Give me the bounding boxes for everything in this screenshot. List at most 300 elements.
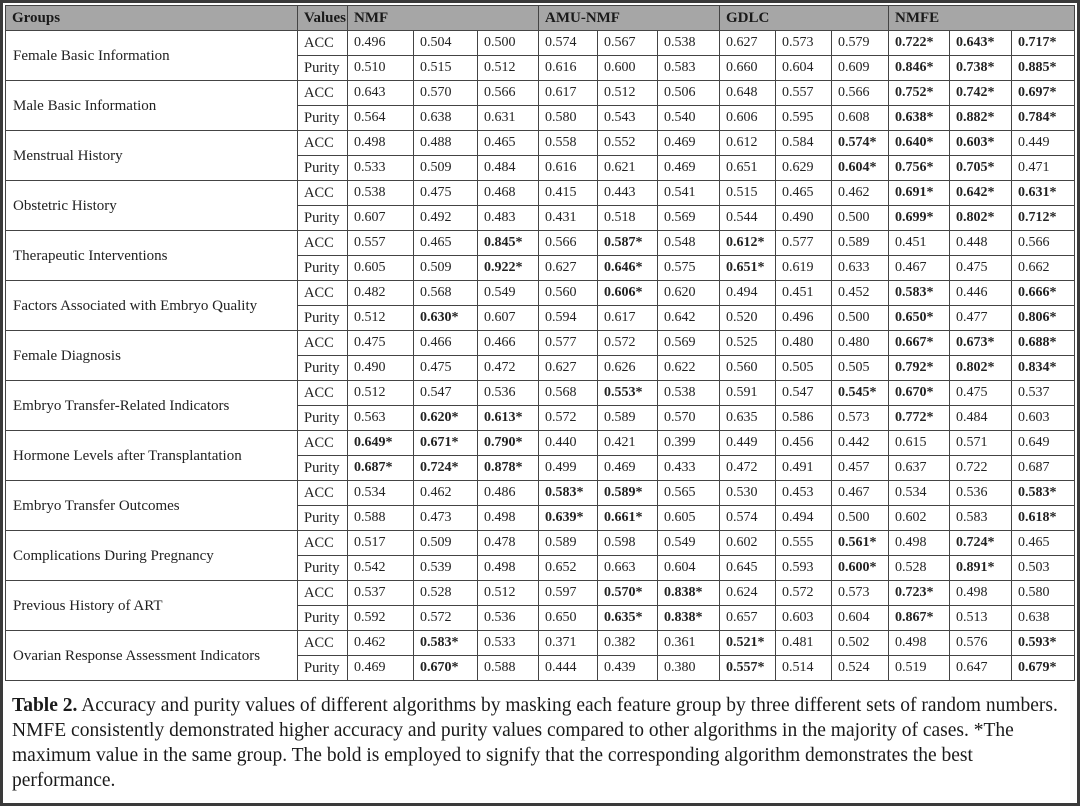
value-cell: 0.738* [950, 56, 1012, 81]
metric-label: Purity [298, 56, 348, 81]
value-cell: 0.638 [1012, 606, 1075, 631]
table-row [6, 631, 1075, 656]
value-cell: 0.600* [832, 556, 889, 581]
value-cell: 0.640* [889, 131, 950, 156]
value-cell: 0.626 [598, 356, 658, 381]
group-name: Menstrual History [6, 131, 298, 181]
value-cell: 0.635* [598, 606, 658, 631]
value-cell: 0.687* [348, 456, 414, 481]
value-cell: 0.457 [832, 456, 889, 481]
value-cell: 0.622 [658, 356, 720, 381]
metric-label: Purity [298, 206, 348, 231]
value-cell: 0.595 [776, 106, 832, 131]
value-cell: 0.421 [598, 431, 658, 456]
value-cell: 0.465 [776, 181, 832, 206]
value-cell: 0.468 [478, 181, 539, 206]
value-cell: 0.498 [950, 581, 1012, 606]
value-cell: 0.569 [658, 331, 720, 356]
group-name: Male Basic Information [6, 81, 298, 131]
value-cell: 0.575 [658, 256, 720, 281]
value-cell: 0.462 [414, 481, 478, 506]
value-cell: 0.589 [832, 231, 889, 256]
value-cell: 0.448 [950, 231, 1012, 256]
value-cell: 0.607 [348, 206, 414, 231]
value-cell: 0.802* [950, 356, 1012, 381]
metric-label: ACC [298, 381, 348, 406]
value-cell: 0.617 [539, 81, 598, 106]
value-cell: 0.496 [776, 306, 832, 331]
value-cell: 0.498 [889, 531, 950, 556]
value-cell: 0.589 [598, 406, 658, 431]
value-cell: 0.533 [348, 156, 414, 181]
value-cell: 0.772* [889, 406, 950, 431]
value-cell: 0.722 [950, 456, 1012, 481]
value-cell: 0.536 [950, 481, 1012, 506]
value-cell: 0.545* [832, 381, 889, 406]
value-cell: 0.633 [832, 256, 889, 281]
value-cell: 0.466 [414, 331, 478, 356]
value-cell: 0.449 [1012, 131, 1075, 156]
value-cell: 0.480 [776, 331, 832, 356]
metric-label: ACC [298, 31, 348, 56]
value-cell: 0.867* [889, 606, 950, 631]
value-cell: 0.570 [658, 406, 720, 431]
header-nmfe: NMFE [889, 6, 1075, 31]
value-cell: 0.565 [658, 481, 720, 506]
value-cell: 0.462 [832, 181, 889, 206]
value-cell: 0.500 [832, 306, 889, 331]
value-cell: 0.564 [348, 106, 414, 131]
value-cell: 0.469 [348, 656, 414, 681]
value-cell: 0.512 [478, 56, 539, 81]
value-cell: 0.560 [720, 356, 776, 381]
value-cell: 0.449 [720, 431, 776, 456]
value-cell: 0.512 [348, 306, 414, 331]
value-cell: 0.572 [598, 331, 658, 356]
value-cell: 0.617 [598, 306, 658, 331]
table-row [6, 381, 1075, 406]
value-cell: 0.566 [832, 81, 889, 106]
value-cell: 0.806* [1012, 306, 1075, 331]
metric-label: ACC [298, 631, 348, 656]
table-row [6, 531, 1075, 556]
value-cell: 0.649* [348, 431, 414, 456]
value-cell: 0.616 [539, 56, 598, 81]
value-cell: 0.503 [1012, 556, 1075, 581]
value-cell: 0.602 [889, 506, 950, 531]
value-cell: 0.588 [478, 656, 539, 681]
value-cell: 0.612* [720, 231, 776, 256]
header-groups: Groups [6, 6, 298, 31]
value-cell: 0.580 [539, 106, 598, 131]
value-cell: 0.509 [414, 156, 478, 181]
value-cell: 0.444 [539, 656, 598, 681]
value-cell: 0.483 [478, 206, 539, 231]
value-cell: 0.451 [776, 281, 832, 306]
value-cell: 0.498 [889, 631, 950, 656]
value-cell: 0.579 [832, 31, 889, 56]
value-cell: 0.642 [658, 306, 720, 331]
value-cell: 0.539 [414, 556, 478, 581]
value-cell: 0.648 [720, 81, 776, 106]
value-cell: 0.433 [658, 456, 720, 481]
value-cell: 0.604* [832, 156, 889, 181]
value-cell: 0.802* [950, 206, 1012, 231]
metric-label: Purity [298, 256, 348, 281]
metric-label: ACC [298, 581, 348, 606]
value-cell: 0.605 [658, 506, 720, 531]
value-cell: 0.415 [539, 181, 598, 206]
value-cell: 0.512 [348, 381, 414, 406]
value-cell: 0.465 [1012, 531, 1075, 556]
value-cell: 0.475 [414, 181, 478, 206]
group-name: Female Diagnosis [6, 331, 298, 381]
header-row [6, 6, 1075, 31]
value-cell: 0.488 [414, 131, 478, 156]
value-cell: 0.477 [950, 306, 1012, 331]
value-cell: 0.603 [1012, 406, 1075, 431]
value-cell: 0.573 [832, 581, 889, 606]
value-cell: 0.505 [776, 356, 832, 381]
value-cell: 0.469 [658, 156, 720, 181]
table-row [6, 581, 1075, 606]
value-cell: 0.481 [776, 631, 832, 656]
group-name: Hormone Levels after Transplantation [6, 431, 298, 481]
value-cell: 0.509 [414, 256, 478, 281]
value-cell: 0.607 [478, 306, 539, 331]
value-cell: 0.494 [776, 506, 832, 531]
value-cell: 0.612 [720, 131, 776, 156]
metric-label: Purity [298, 156, 348, 181]
value-cell: 0.688* [1012, 331, 1075, 356]
value-cell: 0.537 [1012, 381, 1075, 406]
value-cell: 0.492 [414, 206, 478, 231]
value-cell: 0.471 [1012, 156, 1075, 181]
value-cell: 0.555 [776, 531, 832, 556]
value-cell: 0.561* [832, 531, 889, 556]
value-cell: 0.583* [1012, 481, 1075, 506]
value-cell: 0.557 [776, 81, 832, 106]
value-cell: 0.671* [414, 431, 478, 456]
metric-label: ACC [298, 231, 348, 256]
table-row [6, 31, 1075, 56]
value-cell: 0.619 [776, 256, 832, 281]
value-cell: 0.451 [889, 231, 950, 256]
value-cell: 0.597 [539, 581, 598, 606]
value-cell: 0.922* [478, 256, 539, 281]
value-cell: 0.673* [950, 331, 1012, 356]
value-cell: 0.699* [889, 206, 950, 231]
value-cell: 0.752* [889, 81, 950, 106]
value-cell: 0.603 [776, 606, 832, 631]
value-cell: 0.538 [658, 31, 720, 56]
value-cell: 0.530 [720, 481, 776, 506]
value-cell: 0.443 [598, 181, 658, 206]
value-cell: 0.613* [478, 406, 539, 431]
value-cell: 0.500 [832, 206, 889, 231]
value-cell: 0.552 [598, 131, 658, 156]
group-name: Complications During Pregnancy [6, 531, 298, 581]
value-cell: 0.473 [414, 506, 478, 531]
value-cell: 0.638 [414, 106, 478, 131]
value-cell: 0.705* [950, 156, 1012, 181]
value-cell: 0.885* [1012, 56, 1075, 81]
metric-label: Purity [298, 606, 348, 631]
value-cell: 0.442 [832, 431, 889, 456]
value-cell: 0.566 [478, 81, 539, 106]
value-cell: 0.792* [889, 356, 950, 381]
metric-label: ACC [298, 531, 348, 556]
value-cell: 0.627 [539, 356, 598, 381]
value-cell: 0.651* [720, 256, 776, 281]
value-cell: 0.504 [414, 31, 478, 56]
value-cell: 0.518 [598, 206, 658, 231]
value-cell: 0.547 [776, 381, 832, 406]
value-cell: 0.637 [889, 456, 950, 481]
value-cell: 0.573 [776, 31, 832, 56]
value-cell: 0.891* [950, 556, 1012, 581]
value-cell: 0.756* [889, 156, 950, 181]
value-cell: 0.618* [1012, 506, 1075, 531]
value-cell: 0.563 [348, 406, 414, 431]
value-cell: 0.560 [539, 281, 598, 306]
value-cell: 0.566 [1012, 231, 1075, 256]
value-cell: 0.505 [832, 356, 889, 381]
value-cell: 0.572 [776, 581, 832, 606]
value-cell: 0.547 [414, 381, 478, 406]
value-cell: 0.537 [348, 581, 414, 606]
value-cell: 0.742* [950, 81, 1012, 106]
value-cell: 0.604 [776, 56, 832, 81]
value-cell: 0.469 [658, 131, 720, 156]
group-name: Previous History of ART [6, 581, 298, 631]
value-cell: 0.604 [658, 556, 720, 581]
value-cell: 0.635 [720, 406, 776, 431]
metric-label: ACC [298, 431, 348, 456]
value-cell: 0.453 [776, 481, 832, 506]
value-cell: 0.465 [414, 231, 478, 256]
value-cell: 0.480 [832, 331, 889, 356]
value-cell: 0.512 [478, 581, 539, 606]
table-body [6, 31, 1075, 681]
value-cell: 0.494 [720, 281, 776, 306]
value-cell: 0.639* [539, 506, 598, 531]
value-cell: 0.627 [720, 31, 776, 56]
value-cell: 0.515 [414, 56, 478, 81]
table-row [6, 81, 1075, 106]
caption-text: Accuracy and purity values of different algorithms by masking each feature group by three different sets of random numbers. NMFE consistently demonstrated higher accuracy and purity values compared to other algorithms in the majority of cases. *The maximum value in the same group. The bold is employed to signify that the corresponding algorithm demonstrates the best performance. [12, 695, 1058, 791]
value-cell: 0.583* [539, 481, 598, 506]
value-cell: 0.472 [478, 356, 539, 381]
value-cell: 0.592 [348, 606, 414, 631]
value-cell: 0.475 [348, 331, 414, 356]
value-cell: 0.878* [478, 456, 539, 481]
value-cell: 0.846* [889, 56, 950, 81]
metric-label: Purity [298, 306, 348, 331]
value-cell: 0.589* [598, 481, 658, 506]
table-row [6, 131, 1075, 156]
metric-label: Purity [298, 656, 348, 681]
value-cell: 0.604 [832, 606, 889, 631]
value-cell: 0.478 [478, 531, 539, 556]
value-cell: 0.712* [1012, 206, 1075, 231]
value-cell: 0.500 [478, 31, 539, 56]
value-cell: 0.845* [478, 231, 539, 256]
value-cell: 0.670* [889, 381, 950, 406]
value-cell: 0.666* [1012, 281, 1075, 306]
metric-label: Purity [298, 556, 348, 581]
value-cell: 0.583 [950, 506, 1012, 531]
value-cell: 0.467 [889, 256, 950, 281]
value-cell: 0.609 [832, 56, 889, 81]
value-cell: 0.538 [658, 381, 720, 406]
value-cell: 0.467 [832, 481, 889, 506]
value-cell: 0.382 [598, 631, 658, 656]
value-cell: 0.568 [539, 381, 598, 406]
group-name: Embryo Transfer-Related Indicators [6, 381, 298, 431]
metric-label: Purity [298, 406, 348, 431]
metric-label: Purity [298, 106, 348, 131]
value-cell: 0.605 [348, 256, 414, 281]
header-values: Values [298, 6, 348, 31]
value-cell: 0.543 [598, 106, 658, 131]
value-cell: 0.452 [832, 281, 889, 306]
value-cell: 0.509 [414, 531, 478, 556]
value-cell: 0.584 [776, 131, 832, 156]
value-cell: 0.557 [348, 231, 414, 256]
value-cell: 0.638* [889, 106, 950, 131]
value-cell: 0.649 [1012, 431, 1075, 456]
group-name: Ovarian Response Assessment Indicators [6, 631, 298, 681]
value-cell: 0.661* [598, 506, 658, 531]
value-cell: 0.621 [598, 156, 658, 181]
value-cell: 0.512 [598, 81, 658, 106]
value-cell: 0.594 [539, 306, 598, 331]
table-caption [12, 693, 1072, 793]
value-cell: 0.534 [348, 481, 414, 506]
value-cell: 0.574 [539, 31, 598, 56]
value-cell: 0.524 [832, 656, 889, 681]
table-row [6, 231, 1075, 256]
value-cell: 0.475 [414, 356, 478, 381]
value-cell: 0.519 [889, 656, 950, 681]
value-cell: 0.642* [950, 181, 1012, 206]
table-row [6, 481, 1075, 506]
value-cell: 0.646* [598, 256, 658, 281]
value-cell: 0.722* [889, 31, 950, 56]
value-cell: 0.465 [478, 131, 539, 156]
value-cell: 0.498 [478, 556, 539, 581]
value-cell: 0.627 [539, 256, 598, 281]
metric-label: ACC [298, 331, 348, 356]
value-cell: 0.439 [598, 656, 658, 681]
metric-label: ACC [298, 481, 348, 506]
value-cell: 0.583* [889, 281, 950, 306]
value-cell: 0.591 [720, 381, 776, 406]
value-cell: 0.667* [889, 331, 950, 356]
header-amu-nmf: AMU-NMF [539, 6, 720, 31]
value-cell: 0.536 [478, 381, 539, 406]
value-cell: 0.544 [720, 206, 776, 231]
metric-label: ACC [298, 81, 348, 106]
value-cell: 0.834* [1012, 356, 1075, 381]
value-cell: 0.663 [598, 556, 658, 581]
value-cell: 0.679* [1012, 656, 1075, 681]
group-name: Factors Associated with Embryo Quality [6, 281, 298, 331]
value-cell: 0.598 [598, 531, 658, 556]
value-cell: 0.502 [832, 631, 889, 656]
value-cell: 0.724* [950, 531, 1012, 556]
value-cell: 0.691* [889, 181, 950, 206]
value-cell: 0.574* [832, 131, 889, 156]
value-cell: 0.660 [720, 56, 776, 81]
value-cell: 0.513 [950, 606, 1012, 631]
metric-label: Purity [298, 456, 348, 481]
value-cell: 0.528 [889, 556, 950, 581]
value-cell: 0.540 [658, 106, 720, 131]
value-cell: 0.475 [950, 256, 1012, 281]
value-cell: 0.606 [720, 106, 776, 131]
value-cell: 0.593 [776, 556, 832, 581]
table-row [6, 281, 1075, 306]
value-cell: 0.593* [1012, 631, 1075, 656]
table-row [6, 431, 1075, 456]
value-cell: 0.380 [658, 656, 720, 681]
value-cell: 0.446 [950, 281, 1012, 306]
value-cell: 0.838* [658, 581, 720, 606]
value-cell: 0.491 [776, 456, 832, 481]
value-cell: 0.838* [658, 606, 720, 631]
value-cell: 0.533 [478, 631, 539, 656]
value-cell: 0.600 [598, 56, 658, 81]
results-table [5, 5, 1075, 681]
value-cell: 0.498 [478, 506, 539, 531]
group-name: Therapeutic Interventions [6, 231, 298, 281]
value-cell: 0.541 [658, 181, 720, 206]
value-cell: 0.630* [414, 306, 478, 331]
metric-label: Purity [298, 506, 348, 531]
value-cell: 0.570 [414, 81, 478, 106]
value-cell: 0.572 [414, 606, 478, 631]
value-cell: 0.569 [658, 206, 720, 231]
value-cell: 0.620* [414, 406, 478, 431]
value-cell: 0.525 [720, 331, 776, 356]
value-cell: 0.498 [348, 131, 414, 156]
value-cell: 0.549 [478, 281, 539, 306]
value-cell: 0.589 [539, 531, 598, 556]
value-cell: 0.587* [598, 231, 658, 256]
value-cell: 0.650* [889, 306, 950, 331]
value-cell: 0.431 [539, 206, 598, 231]
value-cell: 0.608 [832, 106, 889, 131]
value-cell: 0.490 [348, 356, 414, 381]
value-cell: 0.490 [776, 206, 832, 231]
value-cell: 0.484 [478, 156, 539, 181]
value-cell: 0.548 [658, 231, 720, 256]
value-cell: 0.399 [658, 431, 720, 456]
value-cell: 0.620 [658, 281, 720, 306]
group-name: Embryo Transfer Outcomes [6, 481, 298, 531]
value-cell: 0.651 [720, 156, 776, 181]
value-cell: 0.534 [889, 481, 950, 506]
value-cell: 0.515 [720, 181, 776, 206]
value-cell: 0.570* [598, 581, 658, 606]
value-cell: 0.687 [1012, 456, 1075, 481]
value-cell: 0.784* [1012, 106, 1075, 131]
metric-label: ACC [298, 281, 348, 306]
value-cell: 0.882* [950, 106, 1012, 131]
value-cell: 0.588 [348, 506, 414, 531]
